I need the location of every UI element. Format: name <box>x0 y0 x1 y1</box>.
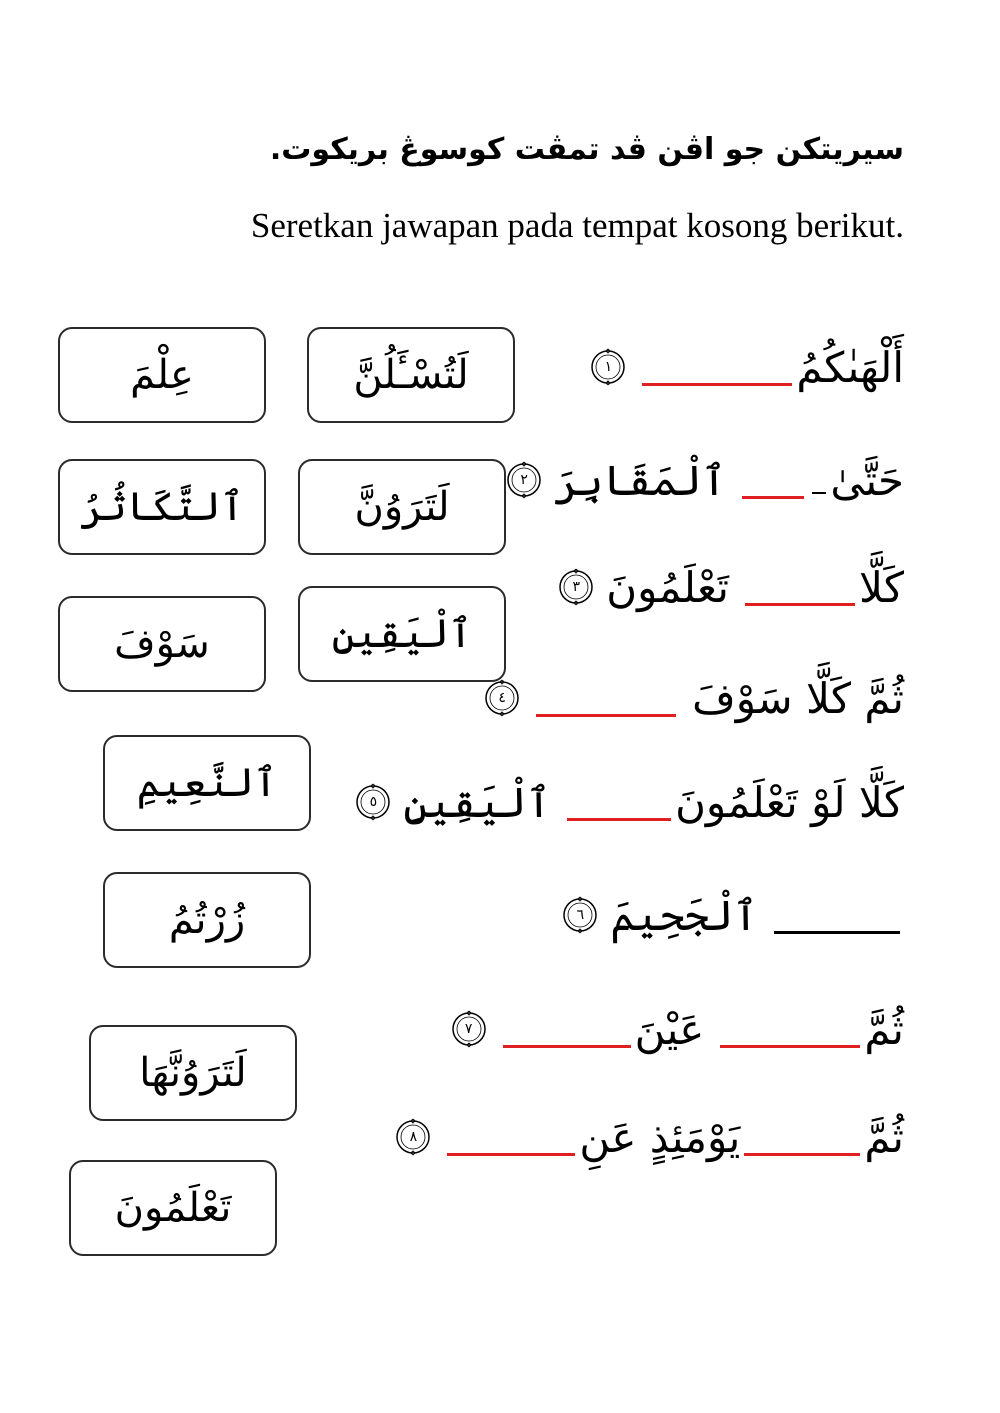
ayah-marker-icon: ٤ <box>482 678 522 718</box>
verse-text: حَتَّىٰ <box>830 455 904 505</box>
verse-text: ثُمَّ <box>864 1112 904 1162</box>
word-card[interactable]: لَتُسْـَٔلُنَّ <box>307 327 515 423</box>
ayah-marker-icon: ٣ <box>556 567 596 607</box>
verse-text: يَوْمَئِذٍ عَنِ <box>579 1112 741 1162</box>
drop-blank[interactable] <box>720 1011 860 1048</box>
word-card[interactable]: تَعْلَمُونَ <box>69 1160 277 1256</box>
verse-8 <box>383 1102 904 1172</box>
verse-text: ثُمَّ <box>864 1004 904 1054</box>
verse-text: ٱلْمَقَابِرَ <box>554 455 727 505</box>
drop-blank[interactable] <box>642 349 792 386</box>
verse-text: كَلَّا <box>858 562 904 612</box>
instruction-malay: Seretkan jawapan pada tempat kosong berikut. <box>250 206 904 245</box>
ayah-marker-icon: ٦ <box>560 895 600 935</box>
verse-6 <box>550 880 904 950</box>
ayah-marker-icon: ٢ <box>504 460 544 500</box>
drop-blank[interactable] <box>536 680 676 717</box>
word-card[interactable]: زُرْتُمُ <box>103 872 311 968</box>
drop-blank[interactable] <box>503 1011 631 1048</box>
ayah-marker-icon: ٥ <box>353 782 393 822</box>
verse-text: تَعْلَمُونَ <box>606 562 729 612</box>
word-card[interactable]: لَتَرَوُنَّ <box>298 459 506 555</box>
verse-text: ٱلْجَحِيمَ <box>610 890 758 940</box>
word-card[interactable]: لَتَرَوُنَّهَا <box>89 1025 297 1121</box>
verse-2 <box>494 445 904 515</box>
ayah-marker-icon: ٨ <box>393 1117 433 1157</box>
verse-text: ٱلْيَقِينِ <box>403 777 552 827</box>
drop-blank[interactable] <box>744 1119 860 1156</box>
ayah-marker-icon: ١ <box>588 347 628 387</box>
verse-4 <box>472 663 904 733</box>
verse-text: عَيْنَ <box>634 1004 705 1054</box>
word-card[interactable]: ٱلنَّعِيمِ <box>103 735 311 831</box>
drop-blank[interactable] <box>447 1119 575 1156</box>
drop-blank[interactable] <box>567 784 671 821</box>
dash <box>812 466 826 494</box>
verse-text: ثُمَّ كَلَّا سَوْفَ <box>692 673 904 723</box>
drop-blank[interactable] <box>742 462 804 499</box>
instruction-jawi: سيريتكن جو اڤن ڤد تمڤت كوسوڠ بريكوت. <box>269 132 904 167</box>
drop-blank[interactable] <box>774 897 900 934</box>
word-card[interactable]: ٱلتَّكَاثُرُ <box>58 459 266 555</box>
verse-text: أَلْهَىٰكُمُ <box>796 342 904 392</box>
ayah-marker-icon: ٧ <box>449 1009 489 1049</box>
verse-1 <box>578 332 904 402</box>
drop-blank[interactable] <box>745 569 855 606</box>
verse-7 <box>439 994 904 1064</box>
verse-3 <box>546 552 904 622</box>
word-card[interactable]: سَوْفَ <box>58 596 266 692</box>
word-card[interactable]: عِلْمَ <box>58 327 266 423</box>
word-card[interactable]: ٱلْيَقِينِ <box>298 586 506 682</box>
verse-5 <box>343 767 904 837</box>
verse-text: كَلَّا لَوْ تَعْلَمُونَ <box>675 777 904 827</box>
